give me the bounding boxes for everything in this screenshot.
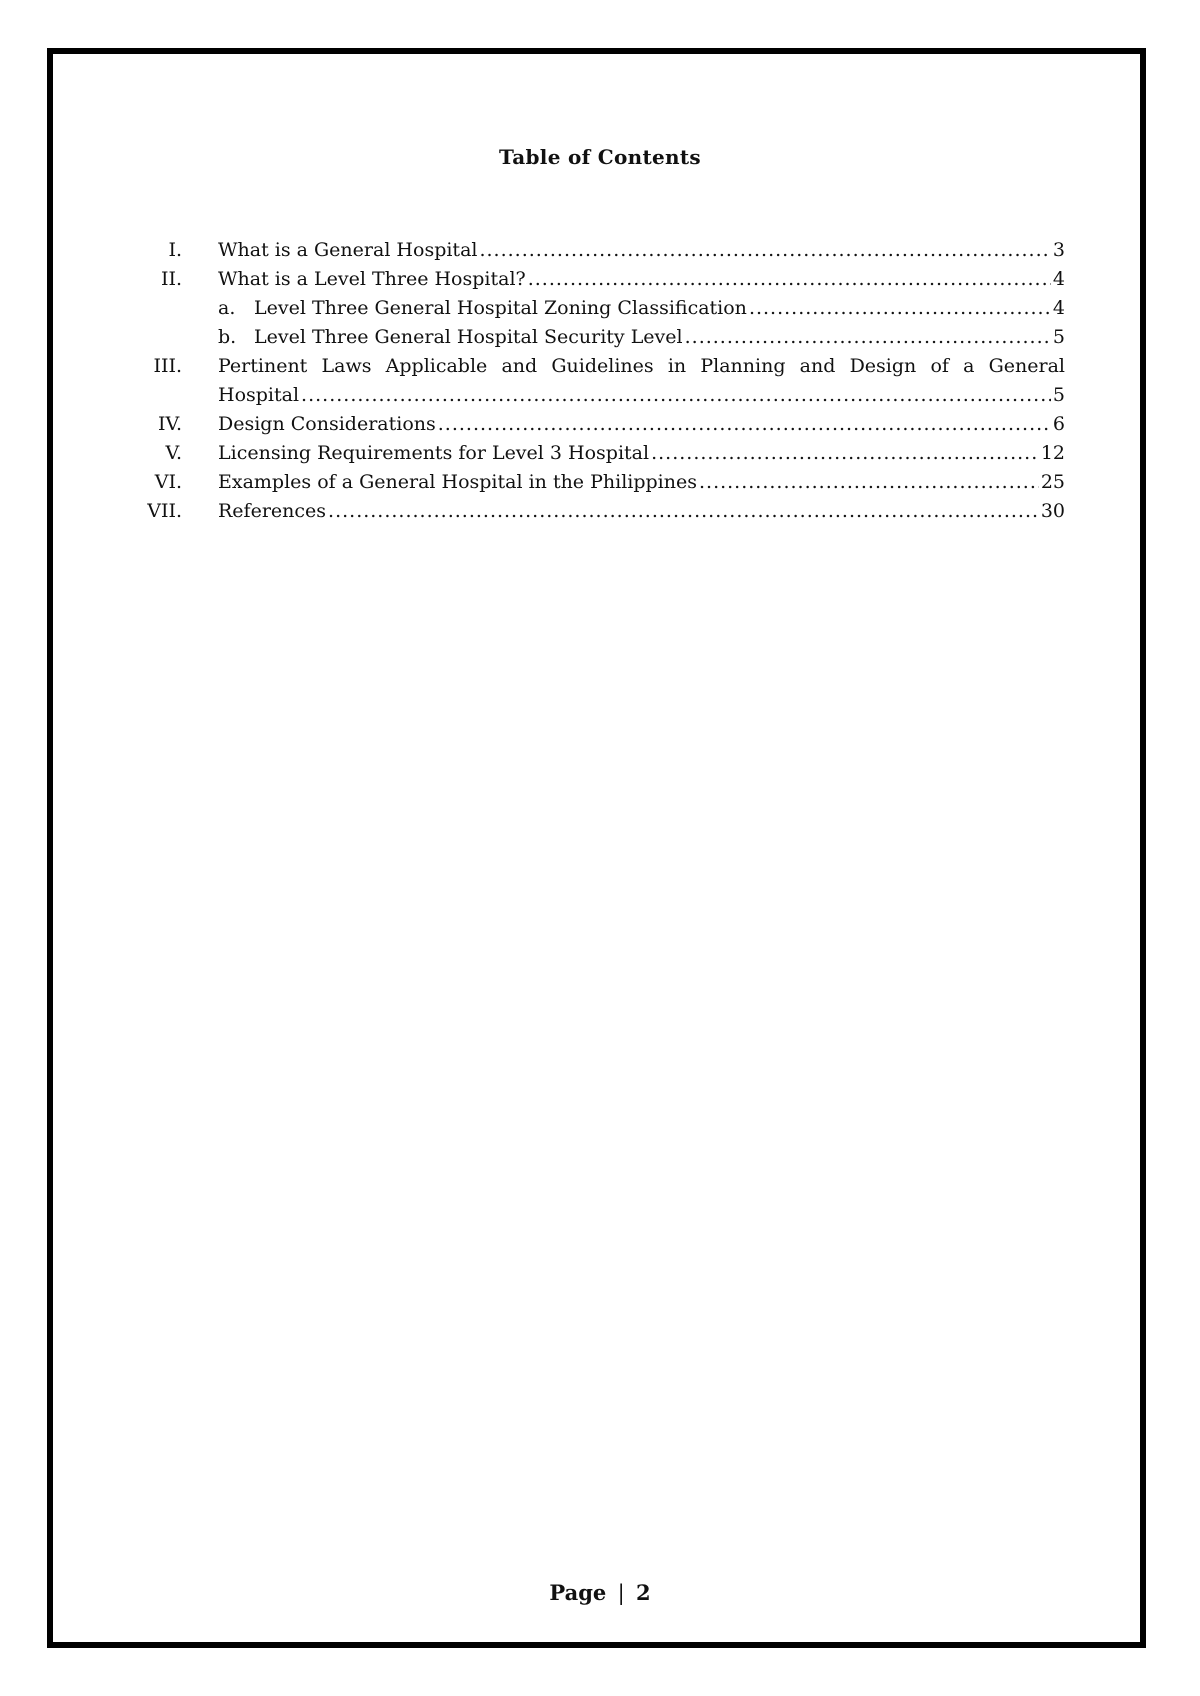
toc-entry-label: What is a Level Three Hospital? xyxy=(218,268,526,290)
footer-page-number: 2 xyxy=(635,1580,651,1605)
dot-leader xyxy=(685,323,1051,352)
footer-separator: | xyxy=(617,1581,625,1605)
toc-subentry[interactable] xyxy=(120,323,1065,352)
toc-title: Table of Contents xyxy=(498,145,701,169)
toc-entry-page: 6 xyxy=(1052,413,1065,435)
toc-entry-number: IV. xyxy=(158,413,182,435)
toc-entry-number: VII. xyxy=(147,500,182,522)
dot-leader xyxy=(749,294,1051,323)
dot-leader xyxy=(301,381,1051,410)
toc-entry-page: 4 xyxy=(1052,268,1065,290)
toc-entry-label: Design Considerations xyxy=(218,413,436,435)
toc-entry-page: 30 xyxy=(1040,500,1065,522)
toc-entry-number: I. xyxy=(168,239,182,261)
toc-entry-page: 25 xyxy=(1040,471,1065,493)
toc-entry-continuation[interactable] xyxy=(120,381,1065,410)
toc-entry[interactable] xyxy=(120,468,1065,497)
dot-leader xyxy=(528,265,1051,294)
toc-entry[interactable] xyxy=(120,410,1065,439)
toc-subentry-letter: b. xyxy=(218,326,237,348)
dot-leader xyxy=(479,236,1050,265)
toc-entry-number: VI. xyxy=(154,471,182,493)
toc-entry-number: II. xyxy=(160,268,182,290)
toc-entry-page: 12 xyxy=(1040,442,1065,464)
toc-entry[interactable] xyxy=(120,352,1065,381)
toc-entry-label: References xyxy=(218,500,327,522)
toc-entry-number: III. xyxy=(153,355,182,377)
toc-entry-label: Level Three General Hospital Security Level xyxy=(254,326,683,348)
dot-leader xyxy=(328,497,1039,526)
toc-entry-label: Examples of a General Hospital in the Philippines xyxy=(218,471,697,493)
dot-leader xyxy=(438,410,1051,439)
toc-entry-label: What is a General Hospital xyxy=(218,239,478,261)
table-of-contents xyxy=(120,236,1065,526)
dot-leader xyxy=(651,439,1039,468)
dot-leader xyxy=(699,468,1039,497)
toc-entry-label: Pertinent Laws Applicable and Guidelines in Planning and Design of a General xyxy=(218,355,1065,377)
toc-entry[interactable] xyxy=(120,497,1065,526)
toc-entry[interactable] xyxy=(120,439,1065,468)
toc-entry-label: Hospital xyxy=(218,384,300,406)
toc-subentry-letter: a. xyxy=(218,297,236,319)
toc-entry-page: 5 xyxy=(1052,326,1065,348)
toc-entry-label: Level Three General Hospital Zoning Classification xyxy=(254,297,747,319)
footer-page-word: Page xyxy=(549,1580,607,1605)
page-footer xyxy=(0,1580,1200,1605)
toc-entry-label: Licensing Requirements for Level 3 Hospital xyxy=(218,442,650,464)
toc-subentry[interactable] xyxy=(120,294,1065,323)
toc-entry-page: 3 xyxy=(1052,239,1065,261)
toc-entry-page: 5 xyxy=(1052,384,1065,406)
toc-entry[interactable] xyxy=(120,236,1065,265)
toc-entry[interactable] xyxy=(120,265,1065,294)
toc-entry-page: 4 xyxy=(1052,297,1065,319)
toc-entry-number: V. xyxy=(165,442,182,464)
